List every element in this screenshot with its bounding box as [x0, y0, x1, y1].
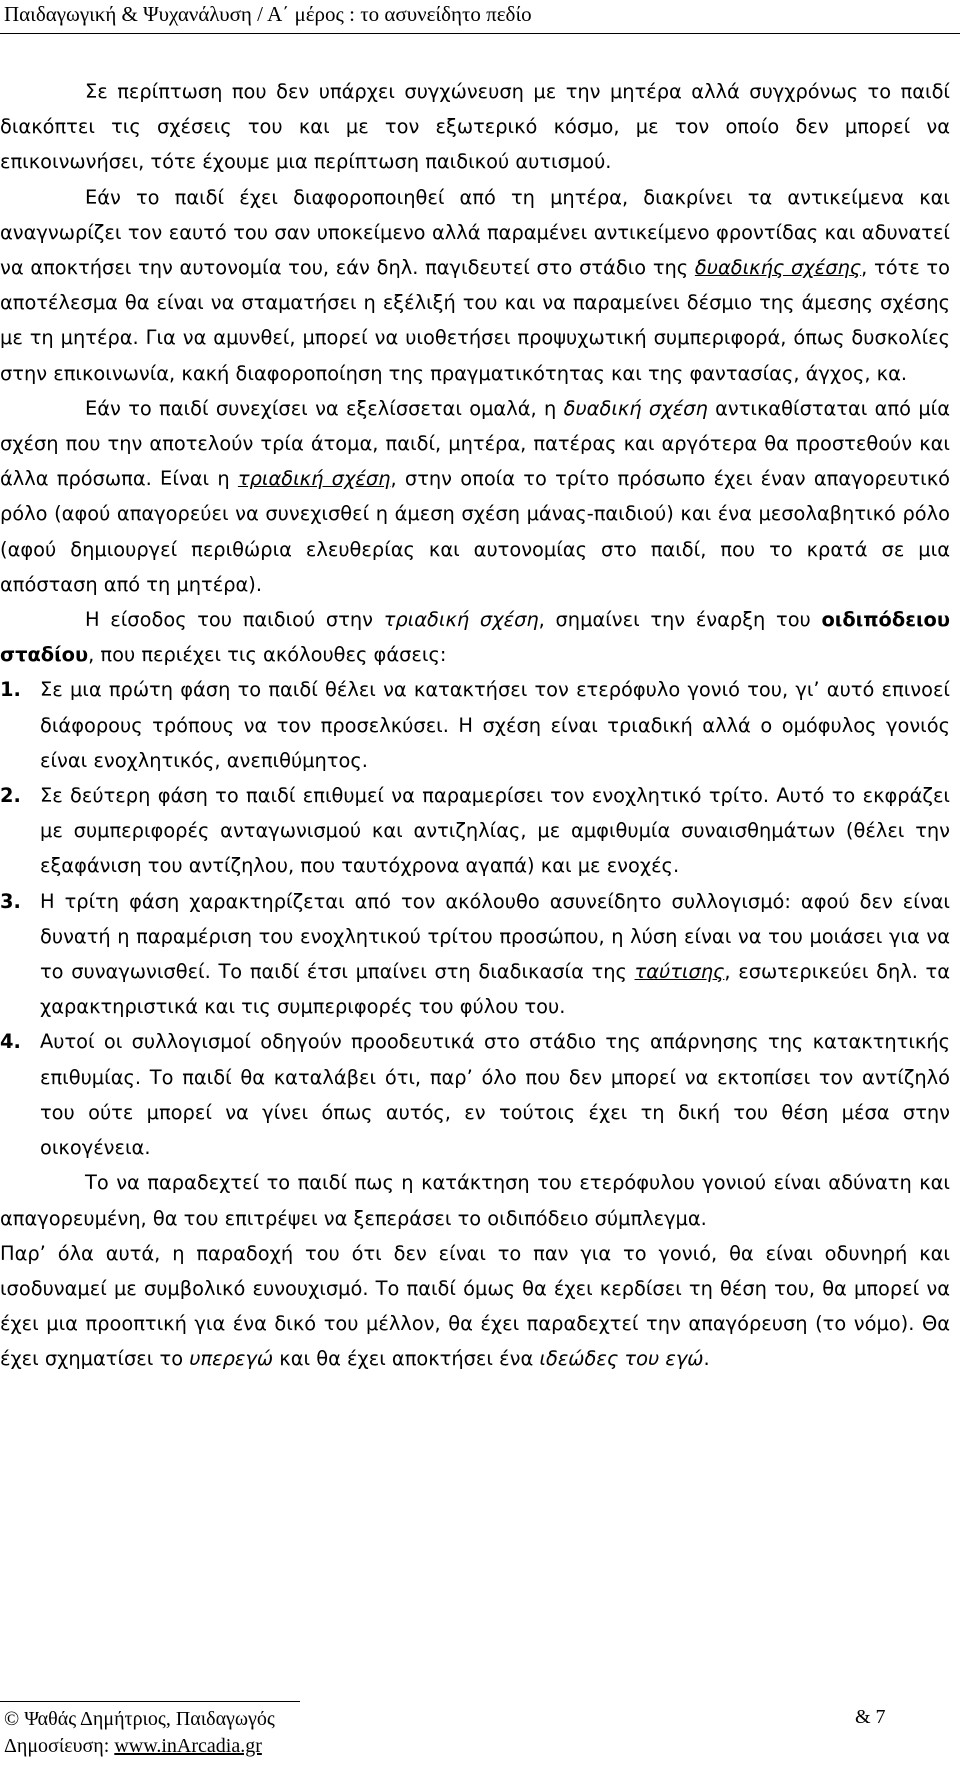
paragraph-autism: Σε περίπτωση που δεν υπάρχει συγχώνευση με την μητέρα αλλά συγχρόνως το παιδί διακόπτει τις σχέσεις του και με τον εξωτερικό κόσμο, με τον οποίο δεν μπορεί να επικοινωνήσει, τότε έχουμε μια περίπτωση παιδικού αυτισμού.	[0, 80, 950, 174]
list-number: 2.	[0, 784, 21, 808]
text: αντικαθίσταται από μία σχέση που την αποτελούν τρία άτομα, παιδί, μητέρα, πατέρας και αργότερα θα προστεθούν και άλλα πρόσωπα. Είναι η	[0, 396, 950, 491]
term-superego: υπερεγώ	[189, 1347, 274, 1371]
list-number: 1.	[0, 678, 21, 702]
paragraph-oedipal	[0, 602, 950, 672]
paragraph-dyadic	[0, 180, 950, 391]
text: , τότε το αποτέλεσμα θα είναι να σταματήσει η εξέλιξή του και να παραμείνει δέσμιο της άμεσης σχέσης με τη μητέρα. Για να αμυνθεί, μπορεί να υιοθετήσει προψυχωτική συμπεριφορά, όπως δυσκολίες στην επικοινωνία, κακή διαφοροποίηση της πραγματικότητας και της φαντασίας, άγχος, κα.	[0, 256, 950, 385]
list-item	[0, 672, 950, 778]
list-number: 3.	[0, 889, 21, 913]
text: .	[703, 1347, 710, 1371]
paragraph-triadic	[0, 391, 950, 602]
text: , στην οποία το τρίτο πρόσωπο έχει έναν απαγορευτικό ρόλο (αφού απαγορεύει να συνεχισθεί η άμεση σχέση μάνας-παιδιού) και ένα μεσολαβητικό ρόλο (αφού δημιουργεί περιθώρια ελευθερίας και αυτονομίας στο παιδί, που το κρατά σε μια απόσταση από τη μητέρα).	[0, 467, 950, 596]
document-body	[0, 74, 950, 1377]
footer-author: © Ψαθάς Δημήτριος, Παιδαγωγός	[4, 1708, 275, 1730]
list-item	[0, 884, 950, 1025]
text: , που περιέχει τις ακόλουθες φάσεις:	[88, 643, 447, 667]
footer-publication	[4, 1733, 275, 1760]
text: Η είσοδος του παιδιού στην	[85, 608, 384, 632]
term-triadic: τριαδική σχέση	[383, 608, 539, 632]
term-triadic-relation: τριαδική σχέση	[237, 467, 391, 491]
term-identification: ταύτισης	[634, 960, 725, 984]
term-dyadic-relation: δυαδικής σχέσης	[694, 256, 862, 280]
list-text: Η τρίτη φάση χαρακτηρίζεται από τον ακόλουθο ασυνείδητο συλλογισμό: αφού δεν είναι δυνατή η παραμέριση του ενοχλητικού τρίτου προσώπου, η λύση είναι να του μοιάσει για να το συναγωνισθεί. Το παιδί έτσι μπαίνει στη διαδικασία της	[40, 889, 950, 984]
text: Εάν το παιδί συνεχίσει να εξελίσσεται ομαλά, η	[85, 396, 564, 420]
text: , σημαίνει την έναρξη του	[538, 608, 822, 632]
list-item	[0, 778, 950, 884]
list-text: Αυτοί οι συλλογισμοί οδηγούν προοδευτικά στο στάδιο της απάρνησης της κατακτητικής επιθυμίας. Το παιδί θα καταλάβει ότι, παρ’ όλο που δεν μπορεί να εκτοπίσει τον αντίζηλό του ούτε μπορεί να γίνει όπως αυτός, εν τούτοις έχει τη δική του θέση μέσα στην οικογένεια.	[40, 1030, 950, 1160]
paragraph-castration	[0, 1236, 950, 1377]
list-item	[0, 1024, 950, 1165]
text: Παρ’ όλα αυτά, η παραδοχή του ότι δεν είναι το παν για το γονιό, θα είναι οδυνηρή και ισοδυναμεί με συμβολικό ευνουχισμό. Το παιδί όμως θα έχει κερδίσει τη θέση του, θα μπορεί να έχει μια προοπτική για ένα δικό του μέλλον, θα έχει παραδεχτεί την απαγόρευση (το νόμο). Θα έχει σχηματίσει το	[0, 1241, 950, 1371]
text: Εάν το παιδί έχει διαφοροποιηθεί από τη μητέρα, διακρίνει τα αντικείμενα και αναγνωρίζει τον εαυτό του σαν υποκείμενο αλλά παραμένει αντικείμενο φροντίδας και αδυνατεί να αποκτήσει την αυτονομία του, εάν δηλ. παγιδευτεί στο στάδιο της	[0, 185, 950, 280]
website-link[interactable]: www.inArcadia.gr	[114, 1735, 262, 1757]
footer	[4, 1706, 275, 1760]
footer-rule	[0, 1701, 300, 1702]
term-oedipal-stage: οιδιπόδειου σταδίου	[0, 608, 950, 667]
header-rule	[0, 33, 960, 34]
text: και θα έχει αποκτήσει ένα	[273, 1347, 540, 1371]
term-ego-ideal: ιδεώδες του εγώ	[539, 1347, 704, 1371]
list-text: Σε δεύτερη φάση το παιδί επιθυμεί να παραμερίσει τον ενοχλητικό τρίτο. Αυτό το εκφράζει με συμπεριφορές ανταγωνισμού και αντιζηλίας, με αμφιθυμία συναισθημάτων (θέλει την εξαφάνιση του αντίζηλου, που ταυτόχρονα αγαπά) και με ενοχές.	[40, 784, 950, 878]
phase-list	[0, 672, 950, 1165]
paragraph-overcome: Το να παραδεχτεί το παιδί πως η κατάκτηση του ετερόφυλου γονιού είναι αδύνατη και απαγορευμένη, θα του επιτρέψει να ξεπεράσει το οιδιπόδειο σύμπλεγμα.	[0, 1171, 950, 1230]
term-dyadic: δυαδική σχέση	[563, 396, 708, 420]
list-text: Σε μια πρώτη φάση το παιδί θέλει να κατακτήσει τον ετερόφυλο γονιό του, γι’ αυτό επινοεί διάφορους τρόπους να τον προσελκύσει. Η σχέση είναι τριαδική αλλά ο ομόφυλος γονιός είναι ενοχλητικός, ανεπιθύμητος.	[40, 678, 950, 772]
running-header: Παιδαγωγική & Ψυχανάλυση / Α΄ μέρος : το ασυνείδητο πεδίο	[4, 2, 532, 26]
list-text: , εσωτερικεύει δηλ. τα χαρακτηριστικά και τις συμπεριφορές του φύλου του.	[40, 960, 951, 1019]
publication-label: Δημοσίευση:	[4, 1735, 115, 1757]
list-number: 4.	[0, 1030, 21, 1054]
page-number: & 7	[855, 1706, 886, 1728]
